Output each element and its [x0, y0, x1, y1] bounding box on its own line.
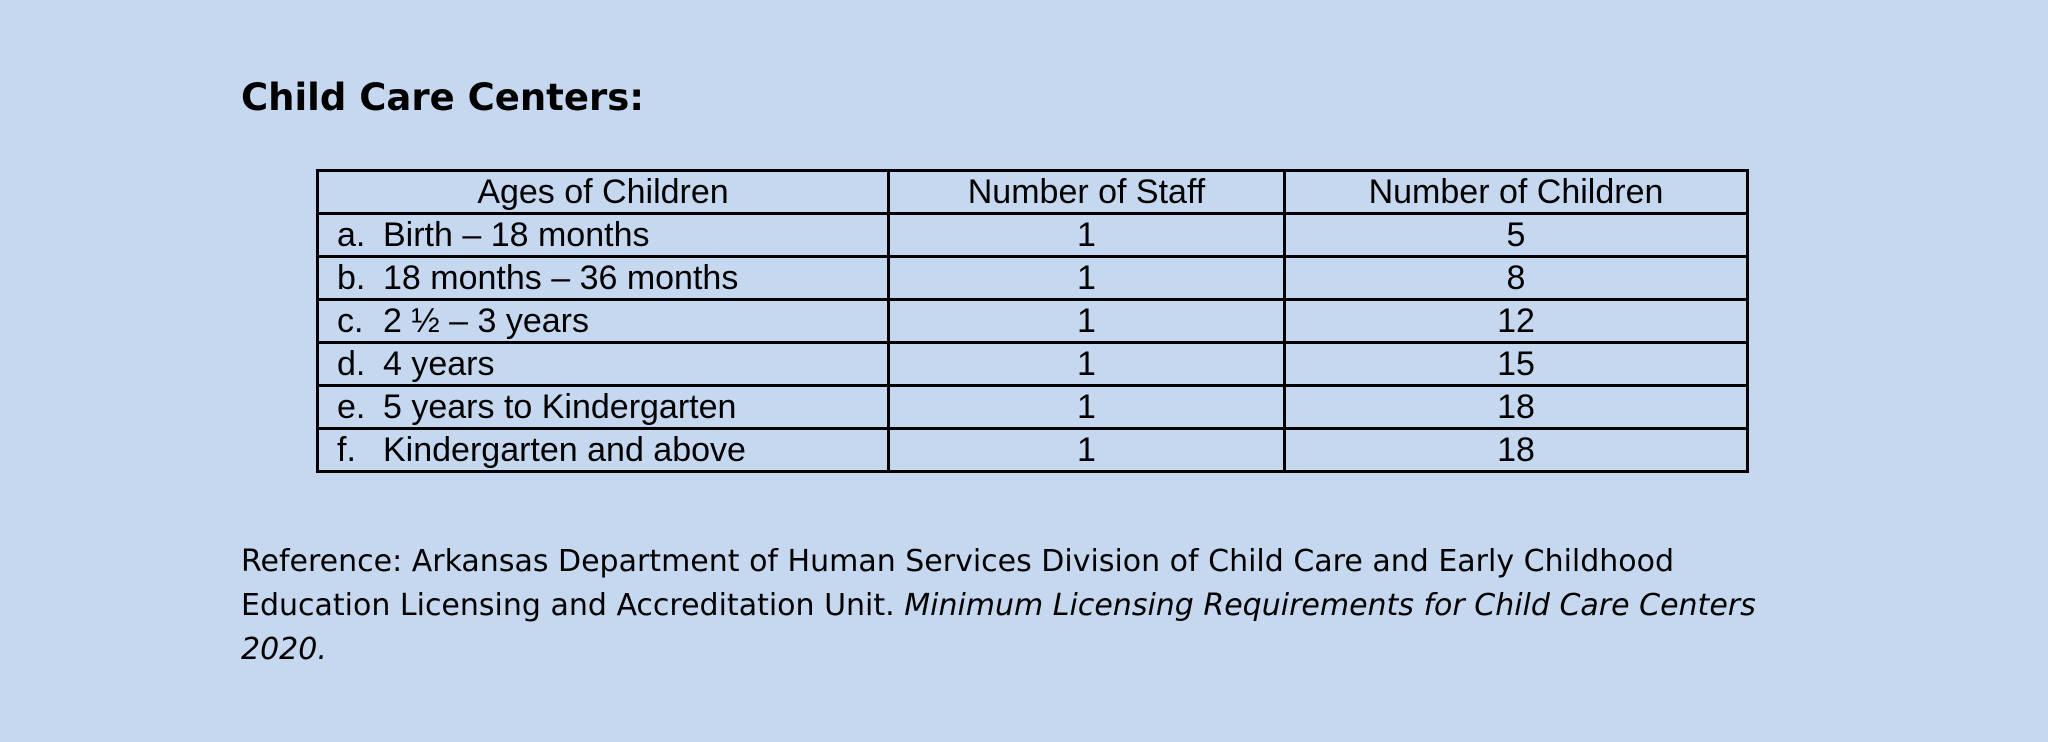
staff-ratio-table — [316, 169, 1749, 473]
table-header-row — [318, 171, 1748, 214]
age-label: 18 months – 36 months — [383, 259, 739, 297]
children-cell: 18 — [1285, 429, 1748, 472]
children-cell: 5 — [1285, 214, 1748, 257]
page-title: Child Care Centers: — [241, 76, 645, 119]
age-label: Birth – 18 months — [383, 216, 650, 254]
reference-text: Reference: Arkansas Department of Human Services Division of Child Care and Early Childhood Education Licensing and Accreditation Unit. — [241, 544, 1675, 623]
column-header-children: Number of Children — [1285, 171, 1748, 214]
age-cell — [318, 257, 889, 300]
staff-cell: 1 — [889, 343, 1285, 386]
children-cell: 8 — [1285, 257, 1748, 300]
age-cell — [318, 386, 889, 429]
age-label: Kindergarten and above — [383, 431, 746, 469]
age-cell — [318, 300, 889, 343]
table-row — [318, 343, 1748, 386]
age-label: 5 years to Kindergarten — [383, 388, 737, 426]
children-cell: 15 — [1285, 343, 1748, 386]
table-row — [318, 214, 1748, 257]
row-letter: b. — [337, 259, 366, 297]
row-letter: e. — [337, 388, 366, 426]
table-row — [318, 257, 1748, 300]
children-cell: 12 — [1285, 300, 1748, 343]
reference-citation-title: Minimum Licensing Requirements for Child Care Centers 2020. — [241, 588, 1756, 667]
age-label: 2 ½ – 3 years — [383, 302, 590, 340]
row-letter: a. — [337, 216, 366, 254]
row-letter: f. — [337, 431, 356, 469]
row-letter: d. — [337, 345, 366, 383]
table-row — [318, 429, 1748, 472]
staff-cell: 1 — [889, 429, 1285, 472]
age-cell — [318, 214, 889, 257]
column-header-staff: Number of Staff — [889, 171, 1285, 214]
age-cell — [318, 429, 889, 472]
table-row — [318, 300, 1748, 343]
staff-cell: 1 — [889, 386, 1285, 429]
age-cell — [318, 343, 889, 386]
column-header-ages: Ages of Children — [318, 171, 889, 214]
staff-cell: 1 — [889, 214, 1285, 257]
reference-note — [241, 540, 1801, 672]
staff-cell: 1 — [889, 300, 1285, 343]
table-row — [318, 386, 1748, 429]
children-cell: 18 — [1285, 386, 1748, 429]
staff-cell: 1 — [889, 257, 1285, 300]
age-label: 4 years — [383, 345, 495, 383]
row-letter: c. — [337, 302, 364, 340]
